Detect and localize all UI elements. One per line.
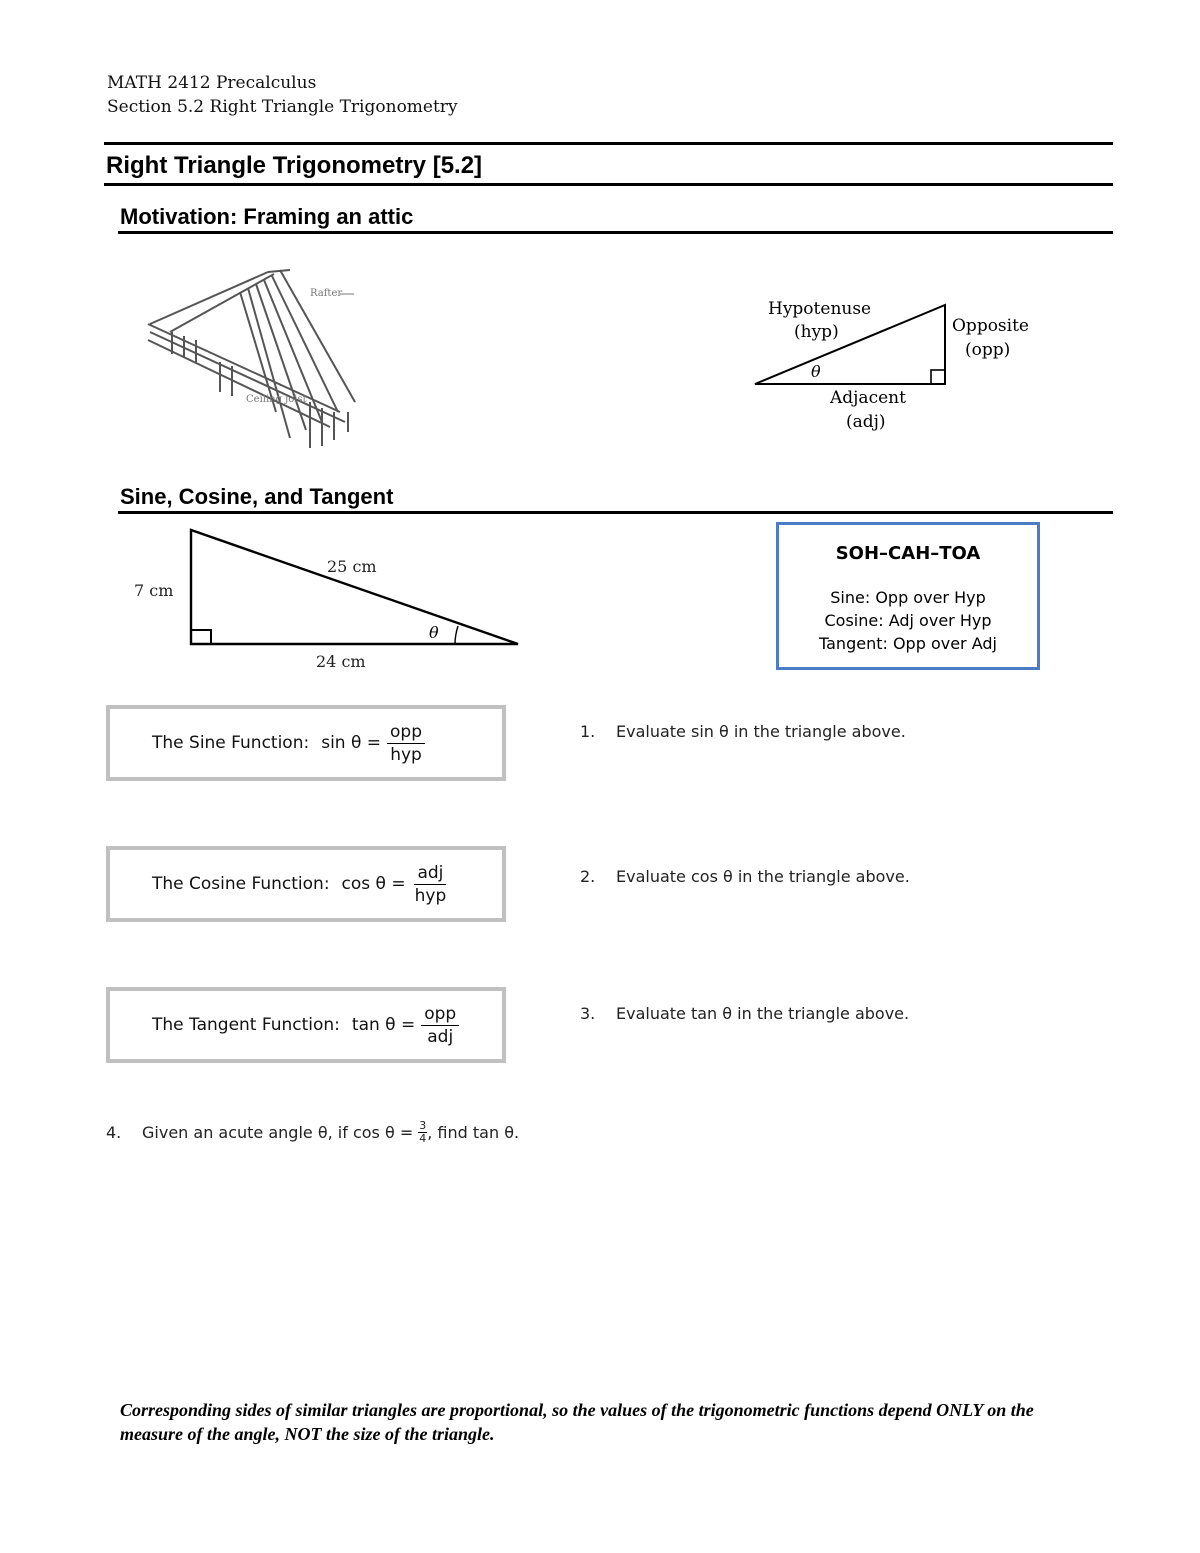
sine-numerator: opp	[387, 722, 425, 744]
hypotenuse-length: 25 cm	[327, 557, 377, 576]
theta-label: θ	[811, 362, 821, 381]
sine-function-label: The Sine Function:	[152, 733, 310, 753]
question-3-text: Evaluate tan θ in the triangle above.	[616, 1004, 910, 1023]
angle-theta: θ	[429, 623, 439, 642]
question-3-number: 3.	[580, 1004, 596, 1023]
tangent-function-expr: tan θ =	[351, 1015, 416, 1035]
adjacent-side-length: 24 cm	[316, 652, 366, 671]
cosine-denominator: hyp	[414, 885, 447, 906]
rafter-label: Rafter	[310, 288, 343, 299]
hypotenuse-label: Hypotenuse	[768, 299, 872, 319]
cosine-function-expr: cos θ =	[341, 874, 406, 894]
question-2	[580, 867, 910, 886]
cosine-function-box	[106, 846, 506, 922]
title-rule-bottom	[104, 183, 1113, 186]
cosine-function-label: The Cosine Function:	[152, 874, 330, 894]
mnemonic-tangent: Tangent: Opp over Adj	[819, 634, 997, 653]
soh-cah-toa-box	[776, 522, 1040, 670]
cosine-numerator: adj	[414, 863, 446, 885]
hypotenuse-abbr: (hyp)	[794, 322, 839, 342]
motivation-rule	[118, 231, 1113, 234]
tangent-numerator: opp	[421, 1004, 459, 1026]
question-4-fraction	[418, 1120, 427, 1145]
sine-function-expr: sin θ =	[321, 733, 382, 753]
mnemonic-cosine: Cosine: Adj over Hyp	[824, 611, 992, 630]
opposite-side-length: 7 cm	[134, 581, 174, 600]
page-title: Right Triangle Trigonometry [5.2]	[106, 152, 483, 179]
attic-framing-illustration	[140, 262, 380, 452]
cosine-fraction	[412, 863, 450, 906]
similar-triangles-note: Corresponding sides of similar triangles are proportional, so the values of the trigonometric functions depend ONLY on the measure of the angle, NOT the size of the triangle.	[120, 1400, 1034, 1444]
sine-function-box	[106, 705, 506, 781]
question-1-number: 1.	[580, 722, 596, 741]
question-4-denominator: 4	[419, 1132, 427, 1145]
mnemonic-title: SOH–CAH–TOA	[835, 543, 981, 564]
question-1	[580, 722, 906, 741]
question-1-text: Evaluate sin θ in the triangle above.	[616, 722, 906, 741]
course-name: MATH 2412 Precalculus	[107, 73, 317, 93]
sine-fraction	[387, 722, 425, 765]
question-2-text: Evaluate cos θ in the triangle above.	[616, 867, 910, 886]
title-rule-top	[104, 142, 1113, 145]
question-4	[106, 1120, 519, 1145]
triangle-7-24-25	[125, 520, 535, 675]
adjacent-abbr: (adj)	[846, 412, 886, 432]
question-4-text-end: , find tan θ.	[427, 1123, 520, 1142]
question-2-number: 2.	[580, 867, 596, 886]
tangent-function-box	[106, 987, 506, 1063]
sct-heading: Sine, Cosine, and Tangent	[120, 484, 394, 509]
mnemonic-sine: Sine: Opp over Hyp	[830, 588, 986, 607]
question-3	[580, 1004, 909, 1023]
ceiling-joist-label: Ceiling joist	[246, 394, 307, 405]
adjacent-label: Adjacent	[830, 388, 906, 408]
opposite-abbr: (opp)	[965, 340, 1011, 360]
question-4-text: Given an acute angle θ, if cos θ =	[142, 1123, 414, 1142]
question-4-numerator: 3	[419, 1119, 427, 1132]
tangent-function-label: The Tangent Function:	[152, 1015, 340, 1035]
sine-denominator: hyp	[390, 744, 422, 765]
tangent-denominator: adj	[427, 1026, 454, 1047]
sct-rule	[118, 511, 1113, 514]
labeled-triangle-diagram	[740, 290, 1060, 440]
motivation-heading: Motivation: Framing an attic	[120, 204, 414, 229]
tangent-fraction	[421, 1004, 459, 1047]
opposite-label: Opposite	[952, 316, 1029, 336]
section-name: Section 5.2 Right Triangle Trigonometry	[107, 97, 458, 117]
question-4-number: 4.	[106, 1123, 122, 1142]
